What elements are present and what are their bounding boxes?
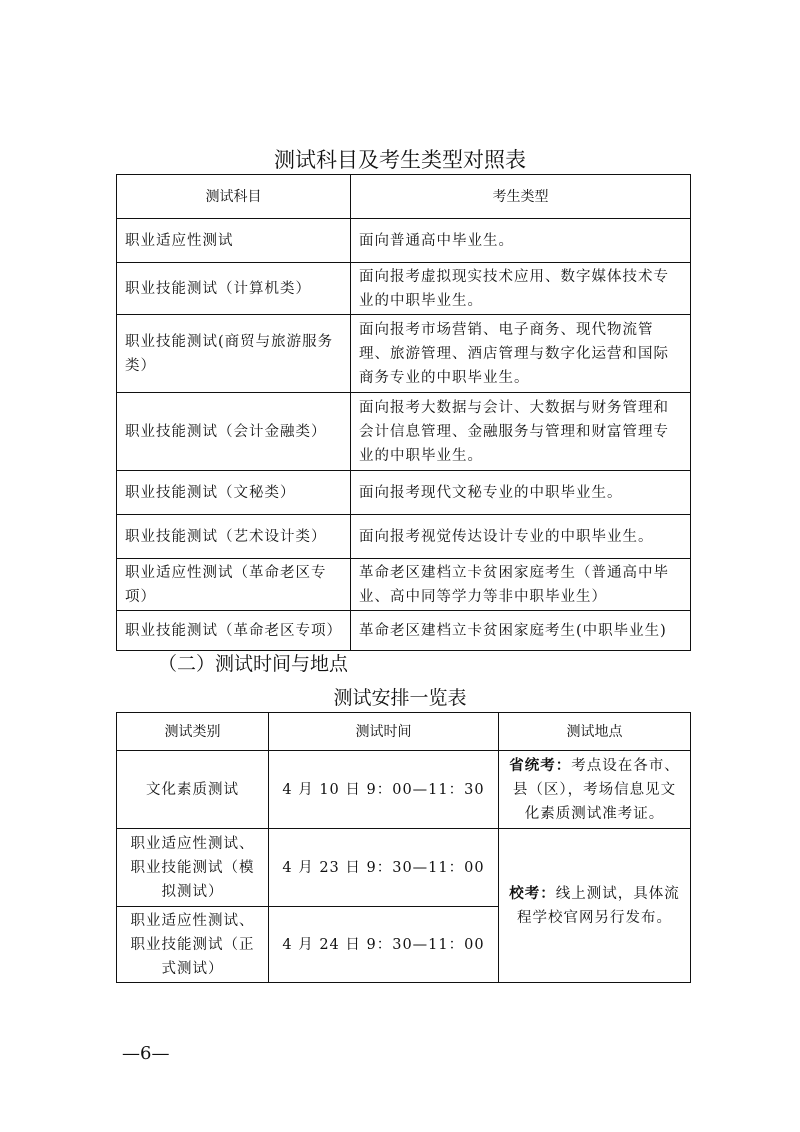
subject-cell: 职业技能测试（计算机类） bbox=[117, 263, 351, 315]
table-row bbox=[117, 751, 691, 829]
table-row bbox=[117, 559, 691, 611]
location-cell bbox=[499, 751, 691, 829]
table-row bbox=[117, 829, 691, 907]
header-subject: 测试科目 bbox=[117, 175, 351, 219]
location-label: 校考： bbox=[509, 885, 556, 902]
time-cell: 4 月 23 日 9：30—11：00 bbox=[269, 829, 499, 907]
type-cell: 面向普通高中毕业生。 bbox=[351, 219, 691, 263]
table-row bbox=[117, 515, 691, 559]
header-time: 测试时间 bbox=[269, 713, 499, 751]
subject-cell: 职业技能测试(商贸与旅游服务类） bbox=[117, 315, 351, 393]
type-cell: 面向报考市场营销、电子商务、现代物流管理、旅游管理、酒店管理与数字化运营和国际商务专业的中职毕业生。 bbox=[351, 315, 691, 393]
category-cell: 职业适应性测试、职业技能测试（正式测试） bbox=[117, 907, 269, 983]
time-cell: 4 月 24 日 9：30—11：00 bbox=[269, 907, 499, 983]
time-cell: 4 月 10 日 9：00—11：30 bbox=[269, 751, 499, 829]
type-cell: 面向报考虚拟现实技术应用、数字媒体技术专业的中职毕业生。 bbox=[351, 263, 691, 315]
page-number: —6— bbox=[122, 1043, 170, 1064]
type-cell: 革命老区建档立卡贫困家庭考生（普通高中毕业、高中同等学力等非中职毕业生） bbox=[351, 559, 691, 611]
location-cell bbox=[499, 829, 691, 983]
subject-cell: 职业适应性测试 bbox=[117, 219, 351, 263]
header-student-type: 考生类型 bbox=[351, 175, 691, 219]
table-header-row bbox=[117, 175, 691, 219]
table-row bbox=[117, 219, 691, 263]
location-label: 省统考： bbox=[509, 757, 572, 774]
table-row bbox=[117, 263, 691, 315]
table-row bbox=[117, 393, 691, 471]
subject-cell: 职业适应性测试（革命老区专项） bbox=[117, 559, 351, 611]
type-cell: 面向报考现代文秘专业的中职毕业生。 bbox=[351, 471, 691, 515]
category-cell: 职业适应性测试、职业技能测试（模拟测试） bbox=[117, 829, 269, 907]
type-cell: 面向报考大数据与会计、大数据与财务管理和会计信息管理、金融服务与管理和财富管理专业的中职毕业生。 bbox=[351, 393, 691, 471]
table-header-row bbox=[117, 713, 691, 751]
header-category: 测试类别 bbox=[117, 713, 269, 751]
subject-cell: 职业技能测试（文秘类） bbox=[117, 471, 351, 515]
type-cell: 面向报考视觉传达设计专业的中职毕业生。 bbox=[351, 515, 691, 559]
table-row bbox=[117, 315, 691, 393]
subject-cell: 职业技能测试（会计金融类） bbox=[117, 393, 351, 471]
subject-cell: 职业技能测试（革命老区专项） bbox=[117, 611, 351, 651]
section-heading: （二）测试时间与地点 bbox=[158, 653, 349, 675]
category-cell: 文化素质测试 bbox=[117, 751, 269, 829]
subject-type-table bbox=[116, 174, 691, 651]
type-cell: 革命老区建档立卡贫困家庭考生(中职毕业生) bbox=[351, 611, 691, 651]
schedule-table bbox=[116, 712, 691, 983]
subject-cell: 职业技能测试（艺术设计类） bbox=[117, 515, 351, 559]
table1-title: 测试科目及考生类型对照表 bbox=[274, 148, 526, 172]
header-location: 测试地点 bbox=[499, 713, 691, 751]
location-text: 考点设在各市、县（区），考场信息见文化素质测试准考证。 bbox=[512, 757, 680, 822]
table-row bbox=[117, 471, 691, 515]
table2-title: 测试安排一览表 bbox=[333, 687, 467, 709]
location-text: 线上测试，具体流程学校官网另行发布。 bbox=[517, 885, 680, 926]
table-row bbox=[117, 611, 691, 651]
